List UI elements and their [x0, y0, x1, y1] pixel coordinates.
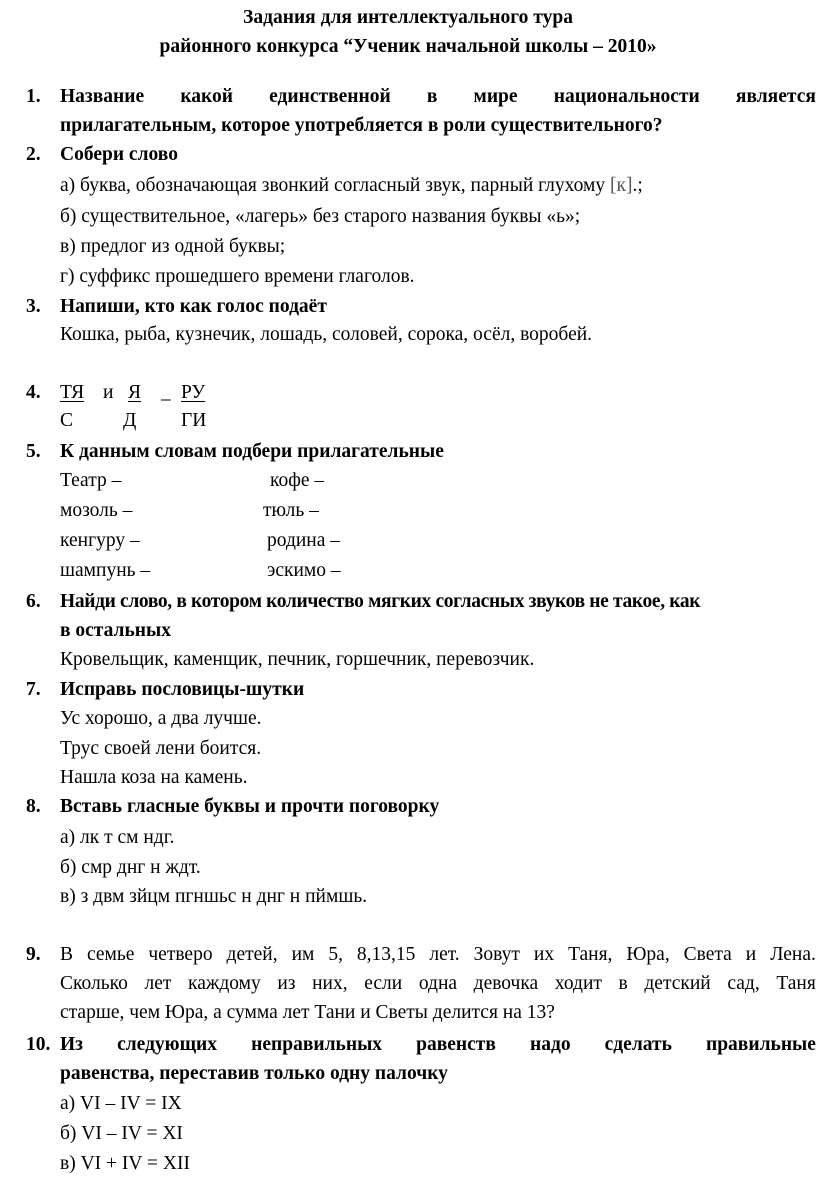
rebus-bottom-2: Д	[123, 410, 137, 431]
word: ходит	[554, 973, 602, 994]
word: в	[426, 86, 438, 107]
word: правильные	[705, 1034, 816, 1055]
task-3-number: 3.	[26, 296, 41, 317]
word: лет.	[429, 944, 460, 965]
word: Таня,	[568, 944, 613, 965]
word: Название	[60, 86, 145, 107]
word: Таня	[776, 973, 816, 994]
task-3-heading: Напиши, кто как голос подаёт	[60, 296, 327, 317]
word: них,	[312, 973, 348, 994]
word: Сколько	[60, 973, 128, 994]
task-6-line-2: в остальных	[60, 620, 172, 641]
rebus-top-3: Я	[128, 382, 142, 403]
word: единственной	[269, 86, 391, 107]
task-9-number: 9.	[26, 944, 41, 965]
equation-c: в) VI + IV = XII	[60, 1153, 190, 1174]
word: их	[533, 944, 555, 965]
task-9-line-1	[60, 945, 816, 965]
proverb-1: Ус хорошо, а два лучше.	[60, 708, 262, 729]
task-2-item-d: г) суффикс прошедшего времени глаголов.	[60, 266, 415, 287]
word: Из	[60, 1034, 84, 1055]
word-right-4: эскимо –	[267, 560, 341, 581]
task-2-item-a	[60, 176, 643, 196]
word-right-1: кофе –	[270, 470, 325, 491]
task-1-line-1	[60, 87, 816, 107]
task-8-heading: Вставь гласные буквы и прочти поговорку	[60, 796, 440, 817]
word: каждому	[188, 973, 261, 994]
word-right-3: родина –	[267, 530, 341, 551]
word-left-2: мозоль –	[60, 500, 133, 521]
sound-transcription: [к]	[610, 175, 633, 196]
word: является	[735, 86, 816, 107]
page-title-line-2: районного конкурса “Ученик начальной школы – 2010»	[159, 36, 657, 57]
word-left-1: Театр –	[60, 470, 122, 491]
saying-b: б) смр днг н ждт.	[60, 857, 201, 878]
task-1-line-2: прилагательным, которое употребляется в роли существительного?	[60, 115, 663, 136]
word: мире	[473, 86, 518, 107]
word: одна	[418, 973, 458, 994]
saying-c: в) з двм зйцм пгншьс н днг н пймшь.	[60, 886, 368, 907]
word-left-4: шампунь –	[60, 560, 151, 581]
word: Лена.	[770, 944, 816, 965]
task-6-text: Кровельщик, каменщик, печник, горшечник, перевозчик.	[60, 649, 535, 670]
task-10-number: 10.	[26, 1034, 51, 1055]
item-text: а) буква, обозначающая звонкий согласный звук, парный глухому	[60, 175, 610, 196]
word: сад,	[727, 973, 760, 994]
word: в	[618, 973, 628, 994]
task-1-number: 1.	[26, 86, 41, 107]
word: и	[745, 944, 757, 965]
page-title-line-1: Задания для интеллектуального тура	[243, 7, 573, 28]
task-10-line-2: равенства, переставив только одну палочку	[60, 1063, 448, 1084]
equation-a: а) VI – IV = IX	[60, 1093, 182, 1114]
rebus-top-5: РУ	[181, 382, 206, 403]
proverb-3: Нашла коза на камень.	[60, 767, 248, 788]
word: национальности	[553, 86, 700, 107]
task-5-heading: К данным словам подбери прилагательные	[60, 441, 444, 462]
word: детей,	[226, 944, 278, 965]
task-2-number: 2.	[26, 144, 41, 165]
task-3-text: Кошка, рыба, кузнечик, лошадь, соловей, сорока, осёл, воробей.	[60, 324, 593, 345]
proverb-2: Трус своей лени боится.	[60, 738, 262, 759]
task-9-line-3: старше, чем Юра, а сумма лет Тани и Светы делится на 13?	[60, 1002, 555, 1023]
word: равенств	[416, 1034, 496, 1055]
word: 8,13,15	[356, 944, 416, 965]
word-right-2: тюль –	[263, 500, 319, 521]
item-text: .;	[632, 175, 643, 196]
rebus-bottom-3: ГИ	[181, 410, 207, 431]
word: В	[60, 944, 74, 965]
equation-b: б) VI – IV = XI	[60, 1123, 183, 1144]
rebus-bottom-1: С	[60, 410, 74, 431]
word: девочка	[473, 973, 539, 994]
task-2-item-c: в) предлог из одной буквы;	[60, 236, 286, 257]
task-10-line-1	[60, 1035, 816, 1055]
task-2-item-b: б) существительное, «лагерь» без старого названия буквы «ь»;	[60, 206, 581, 227]
word: четверо	[148, 944, 213, 965]
word: надо	[529, 1034, 571, 1055]
word: Юра,	[626, 944, 670, 965]
word-left-3: кенгуру –	[60, 530, 140, 551]
task-8-number: 8.	[26, 796, 41, 817]
task-5-number: 5.	[26, 441, 41, 462]
word: Света	[683, 944, 732, 965]
rebus-top-4: _	[161, 382, 171, 403]
word: из	[277, 973, 296, 994]
task-2-heading: Собери слово	[60, 144, 178, 165]
task-9-line-2	[60, 974, 816, 994]
word: следующих	[117, 1034, 218, 1055]
word: неправильных	[251, 1034, 383, 1055]
task-7-heading: Исправь пословицы-шутки	[60, 679, 305, 700]
word: лет	[144, 973, 172, 994]
task-7-number: 7.	[26, 679, 41, 700]
task-4-number: 4.	[26, 382, 41, 403]
word: сделать	[604, 1034, 672, 1055]
saying-a: а) лк т см ндг.	[60, 827, 175, 848]
rebus-top-1: ТЯ	[60, 382, 85, 403]
word: детский	[644, 973, 711, 994]
rebus-top-2: и	[103, 382, 114, 403]
word: им	[291, 944, 315, 965]
task-6-line-1: Найди слово, в котором количество мягких согласных звуков не такое, как	[60, 591, 701, 612]
word: если	[364, 973, 403, 994]
word: Зовут	[473, 944, 520, 965]
word: какой	[180, 86, 233, 107]
task-6-number: 6.	[26, 591, 41, 612]
word: семье	[86, 944, 135, 965]
word: 5,	[328, 944, 343, 965]
